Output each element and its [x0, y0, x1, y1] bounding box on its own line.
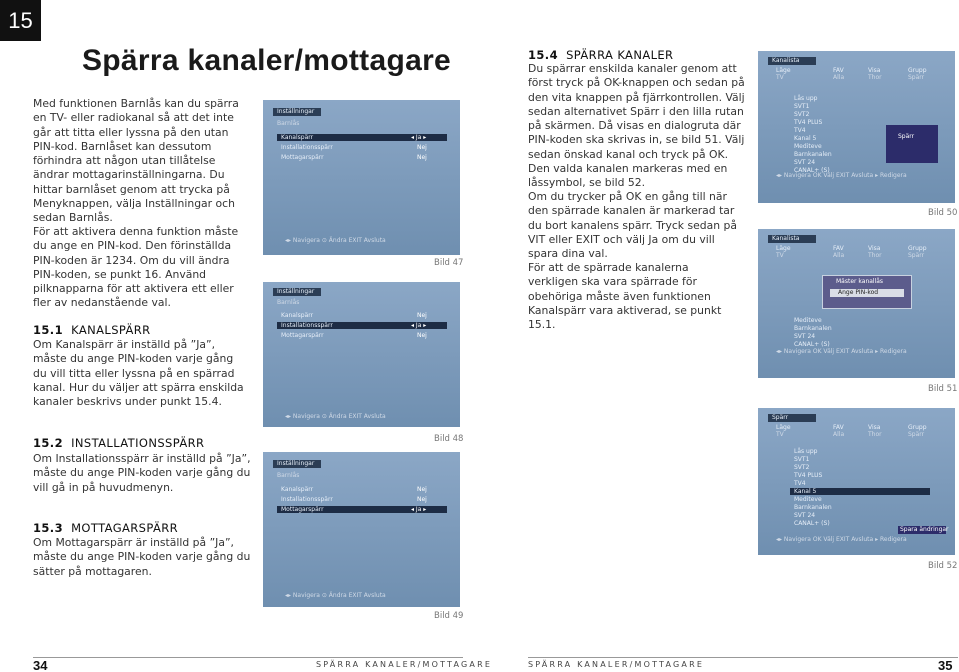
caption-bild-51: Bild 51 — [928, 384, 958, 394]
section-15-1-heading: 15.1 KANALSPÄRR — [33, 323, 151, 337]
section-15-4-text-3: För att de spärrade kanalerna verkligen ska vara spärrade för obehöriga måste även funktionen Kanalspärr vara aktiverad, se punkt 15.1. — [528, 261, 722, 332]
caption-bild-48: Bild 48 — [434, 434, 464, 444]
caption-bild-47: Bild 47 — [434, 258, 464, 268]
section-15-2-text: Om Installationsspärr är inställd på ”Ja”, måste du ange PIN-koden varje gång du vill gå in på huvudmenyn. — [33, 452, 251, 494]
section-15-3-text: Om Mottagarspärr är inställd på ”Ja”, måste du ange PIN-koden varje gång du sätter på mottagaren. — [33, 536, 251, 578]
screenshot-bild-48: Inställningar Barnlås Kanalspärr Nej Installationsspärr ◂ Ja ▸ Mottagarspärr Nej ◂▸ Navigera ⊙ Ändra EXIT Avsluta — [263, 282, 460, 427]
section-15-3-heading: 15.3 MOTTAGARSPÄRR — [33, 521, 179, 535]
section-15-4-text-2: Om du trycker på OK en gång till när den spärrade kanalen är markerad tar du bort kanalens spärr. Tryck sedan på VIT eller EXIT och välj Ja om du vill spara dina val. — [528, 190, 737, 261]
screenshot-bild-47: Inställningar Barnlås Kanalspärr ◂ Ja ▸ Installationsspärr Nej Mottagarspärr Nej ◂▸ Navigera ⊙ Ändra EXIT Avsluta — [263, 100, 460, 255]
caption-bild-50: Bild 50 — [928, 208, 958, 218]
screenshot-bild-51: Kanalista Läge FAV Visa Grupp TV Alla Thor Spärr Mäster kanallås Ange PIN-kod Mediteve Barnkanalen SVT 24 CANAL+ (S) ◂▸ Navigera OK Välj EXIT Avsluta ▸ Redigera — [758, 229, 955, 378]
caption-bild-49: Bild 49 — [434, 611, 464, 621]
page-title: Spärra kanaler/mottagare — [82, 44, 452, 77]
page-number-right: 35 — [938, 658, 953, 672]
footer-rule-left — [33, 657, 463, 658]
intro-paragraph-1: Med funktionen Barnlås kan du spärra en TV- eller radiokanal så att det inte går att titta eller lyssna på den utan PIN-kod. Barnlåset kan dessutom förhindra att någon utan tillåtelse ändrar mottagarinställningarna. Du hittar barnlåset genom att trycka på Menyknappen, välja Inställningar och sedan Barnlås. — [33, 97, 239, 225]
running-title-right: SPÄRRA KANALER/MOTTAGARE — [528, 660, 705, 669]
section-15-1-text: Om Kanalspärr är inställd på ”Ja”, måste du ange PIN-koden varje gång du vill titta eller lyssna på en spärrad kanal. Hur du väljer att spärra enskilda kanaler beskrivs under punkt 15.4. — [33, 338, 244, 409]
intro-paragraph-2: För att aktivera denna funktion måste du ange en PIN-kod. Den förinställda PIN-koden är 1234. Om du vill ändra PIN-koden, se punkt 16. Använd pilknapparna för att aktivera ett eller fler av nedanstående val. — [33, 225, 239, 310]
caption-bild-52: Bild 52 — [928, 561, 958, 571]
page-number-left: 34 — [33, 658, 48, 672]
chapter-number-box: 15 — [0, 0, 41, 41]
section-15-2-heading: 15.2 INSTALLATIONSSPÄRR — [33, 436, 205, 450]
screenshot-bild-49: Inställningar Barnlås Kanalspärr Nej Installationsspärr Nej Mottagarspärr ◂ Ja ▸ ◂▸ Navigera ⊙ Ändra EXIT Avsluta — [263, 452, 460, 607]
running-title-left: SPÄRRA KANALER/MOTTAGARE — [316, 660, 493, 669]
section-15-4-text-1: Du spärrar enskilda kanaler genom att först tryck på OK-knappen och sedan på den vita knappen på fjärrkontrollen. Välj sedan alternativet Spärr i den lilla rutan på skärmen. Då visas en dialogruta där PIN-koden ska skrivas in, se bild 51. Välj sedan önskad kanal och tryck på OK. Den valda kanalen markeras med en låssymbol, se bild 52. — [528, 62, 745, 190]
footer-rule-right — [528, 657, 958, 658]
screenshot-bild-50: Kanalista Läge FAV Visa Grupp TV Alla Thor Spärr Lås upp SVT1 SVT2 TV4 PLUS TV4 Kanal 5 Mediteve Barnkanalen SVT 24 CANAL+ (S) Spärr ◂▸ Navigera OK Välj EXIT Avsluta ▸ Redigera — [758, 51, 955, 203]
section-15-4-heading: 15.4 SPÄRRA KANALER — [528, 48, 674, 62]
screenshot-bild-52: Spärr Läge FAV Visa Grupp TV Alla Thor Spärr Lås upp SVT1 SVT2 TV4 PLUS TV4 Kanal 5 Mediteve Barnkanalen SVT 24 CANAL+ (S) Spara ändringar ◂▸ Navigera OK Välj EXIT Avsluta ▸ Redigera — [758, 408, 955, 555]
